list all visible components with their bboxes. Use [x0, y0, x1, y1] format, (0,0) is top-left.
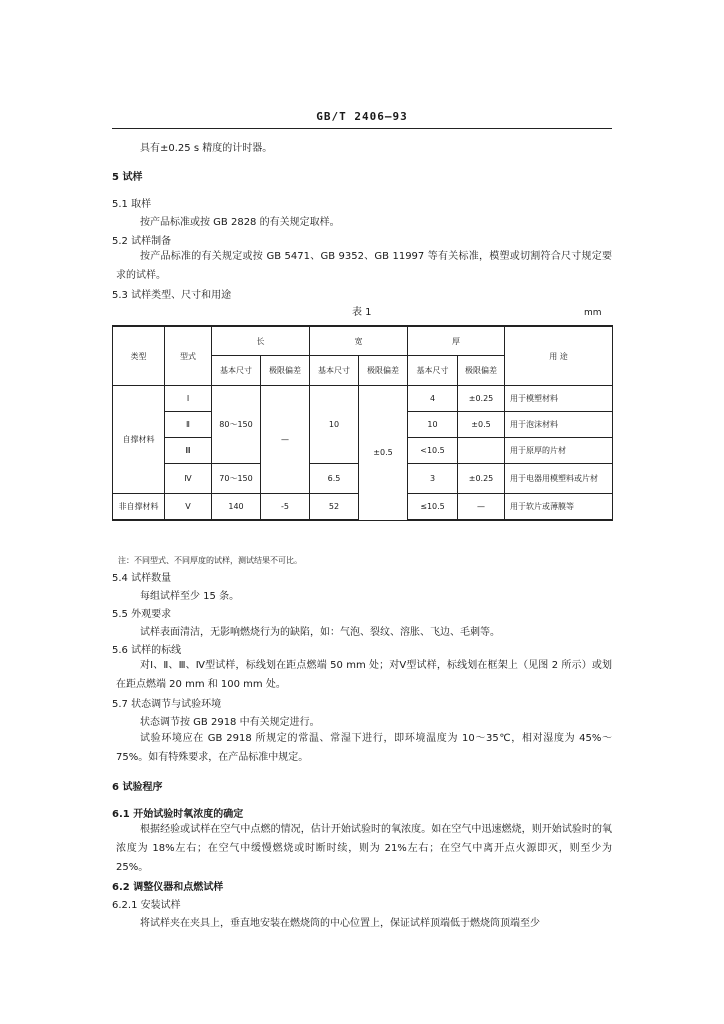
row-3-form: Ⅲ	[165, 438, 212, 464]
group-non-self-supporting: 非自撑材料	[113, 494, 165, 521]
section-5-7-body-1: 状态调节按 GB 2918 中有关规定进行。	[140, 717, 320, 728]
row-4-length: 70～150	[212, 464, 261, 494]
row-5-width: 52	[310, 494, 359, 521]
row-1-use: 用于模塑材料	[505, 386, 613, 412]
row-2-use: 用于泡沫材料	[505, 412, 613, 438]
section-6-2-1-title: 6.2.1 安装试样	[112, 900, 181, 911]
row-2-thick: 10	[408, 412, 458, 438]
section-5-7-title: 5.7 状态调节与试验环境	[112, 699, 222, 710]
header-length-dev: 极限偏差	[261, 356, 310, 386]
section-5-2-title: 5.2 试样制备	[112, 236, 172, 247]
section-5-1-title: 5.1 取样	[112, 199, 152, 210]
section-5-2-body: 按产品标准的有关规定或按 GB 5471、GB 9352、GB 11997 等有关标准，模塑或切割符合尺寸规定要求的试样。	[116, 251, 612, 281]
section-6-1-body: 根据经验或试样在空气中点燃的情况，估计开始试验时的氧浓度。如在空气中迅速燃烧，则开始试验时的氧浓度为 18%左右；在空气中缓慢燃烧或时断时续，则为 21%左右；在空气中离开点火源即灭，则至少为 25%。	[116, 824, 612, 873]
section-5-3-title: 5.3 试样类型、尺寸和用途	[112, 290, 232, 301]
section-5-7-body-2: 试验环境应在 GB 2918 所规定的常温、常湿下进行，即环境温度为 10～35℃，相对湿度为 45%～75%。如有特殊要求，在产品标准中规定。	[116, 733, 612, 763]
header-length: 长	[212, 326, 310, 356]
row-4-use: 用于电器用模塑料或片材	[505, 464, 613, 494]
header-thick-dev: 极限偏差	[458, 356, 505, 386]
section-5-5-body: 试样表面清洁，无影响燃烧行为的缺陷，如：气泡、裂纹、溶胀、飞边、毛刺等。	[140, 627, 500, 638]
header-length-base: 基本尺寸	[212, 356, 261, 386]
row-5-form: Ⅴ	[165, 494, 212, 521]
table-unit: mm	[584, 308, 602, 318]
table-note: 注：不同型式、不同厚度的试样，测试结果不可比。	[118, 556, 302, 565]
row-5-use: 用于软片或薄膜等	[505, 494, 613, 521]
section-6-1-title: 6.1 开始试验时氧浓度的确定	[112, 809, 244, 820]
row-1-thick-dev: ±0.25	[458, 386, 505, 412]
table-title: 表 1	[352, 307, 372, 318]
group-self-supporting: 自撑材料	[113, 386, 165, 494]
header-width-base: 基本尺寸	[310, 356, 359, 386]
header-use: 用 途	[505, 326, 613, 386]
length-merge: 80～150	[212, 386, 261, 464]
section-6-2-title: 6.2 调整仪器和点燃试样	[112, 882, 224, 893]
row-2-form: Ⅱ	[165, 412, 212, 438]
timer-line: 具有±0.25 s 精度的计时器。	[140, 143, 273, 154]
header-width: 宽	[310, 326, 408, 356]
specimen-table	[112, 325, 613, 521]
header-type: 类型	[113, 326, 165, 386]
row-5-thick: ≤10.5	[408, 494, 458, 521]
row-1-thick: 4	[408, 386, 458, 412]
section-5-title: 5 试样	[112, 172, 143, 183]
section-5-4-body: 每组试样至少 15 条。	[140, 591, 240, 602]
section-5-6-title: 5.6 试样的标线	[112, 645, 182, 656]
row-5-thick-dev: —	[458, 494, 505, 521]
row-3-thick-dev	[458, 438, 505, 464]
doc-header: GB/T 2406—93	[316, 110, 408, 123]
row-5-length-dev: -5	[261, 494, 310, 521]
row-5-length: 140	[212, 494, 261, 521]
header-thick-base: 基本尺寸	[408, 356, 458, 386]
section-5-4-title: 5.4 试样数量	[112, 573, 172, 584]
section-5-6-body: 对Ⅰ、Ⅱ、Ⅲ、Ⅳ型试样，标线划在距点燃端 50 mm 处；对Ⅴ型试样，标线划在框架上（见图 2 所示）或划在距点燃端 20 mm 和 100 mm 处。	[116, 660, 612, 690]
row-1-form: Ⅰ	[165, 386, 212, 412]
header-thickness: 厚	[408, 326, 505, 356]
width-dev-merge: ±0.5	[359, 386, 408, 521]
row-3-thick: <10.5	[408, 438, 458, 464]
header-rule	[112, 128, 612, 129]
row-4-form: Ⅳ	[165, 464, 212, 494]
section-5-5-title: 5.5 外观要求	[112, 609, 172, 620]
row-4-thick: 3	[408, 464, 458, 494]
row-4-width: 6.5	[310, 464, 359, 494]
section-6-title: 6 试验程序	[112, 782, 163, 793]
header-width-dev: 极限偏差	[359, 356, 408, 386]
row-3-use: 用于原厚的片材	[505, 438, 613, 464]
section-5-1-body: 按产品标准或按 GB 2828 的有关规定取样。	[140, 217, 340, 228]
header-form: 型式	[165, 326, 212, 386]
row-4-thick-dev: ±0.25	[458, 464, 505, 494]
row-2-thick-dev: ±0.5	[458, 412, 505, 438]
section-6-2-1-body: 将试样夹在夹具上，垂直地安装在燃烧筒的中心位置上，保证试样顶端低于燃烧筒顶端至少	[140, 918, 540, 929]
width-merge: 10	[310, 386, 359, 464]
length-dev-merge: —	[261, 386, 310, 494]
